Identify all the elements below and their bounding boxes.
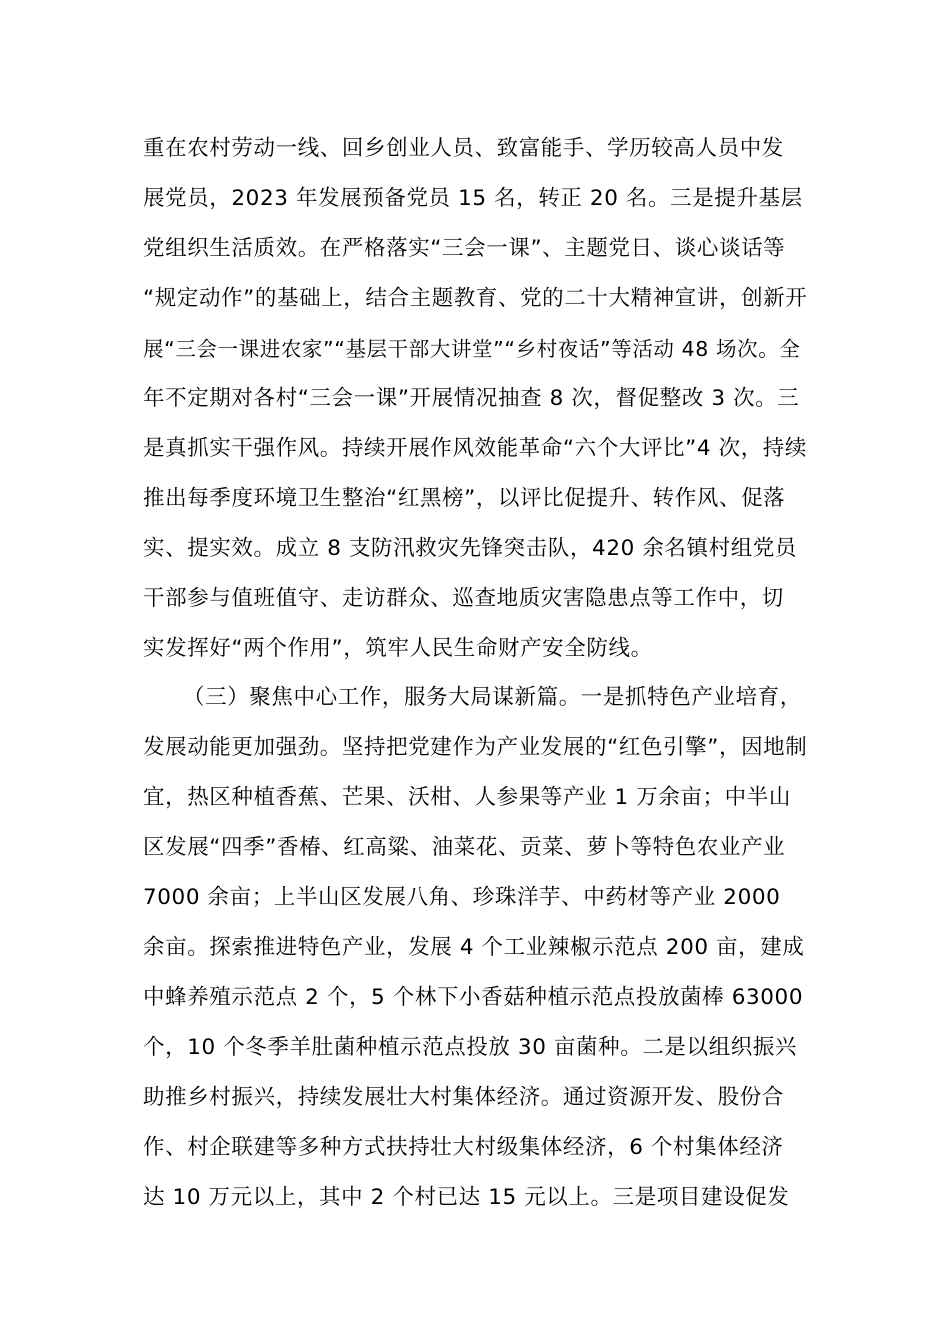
text-line: 助推乡村振兴，持续发展壮大村集体经济。通过资源开发、股份合 — [143, 1085, 784, 1110]
text-line: 推出每季度环境卫生整治“红黑榜”，以评比促提升、转作风、促落 — [143, 486, 786, 511]
text-line: 展党员，2023 年发展预备党员 15 名，转正 20 名。三是提升基层 — [143, 186, 803, 211]
text-line: 年不定期对各村“三会一课”开展情况抽查 8 次，督促整改 3 次。三 — [143, 386, 800, 411]
text-line: 宜，热区种植香蕉、芒果、沃柑、人参果等产业 1 万余亩；中半山 — [143, 785, 791, 810]
text-line: 发展动能更加强劲。坚持把党建作为产业发展的“红色引擎”，因地制 — [143, 735, 808, 760]
text-line: 实发挥好“两个作用”，筑牢人民生命财产安全防线。 — [143, 636, 653, 661]
text-line: 作、村企联建等多种方式扶持壮大村级集体经济，6 个村集体经济 — [143, 1135, 784, 1160]
text-line: 达 10 万元以上，其中 2 个村已达 15 元以上。三是项目建设促发 — [143, 1185, 790, 1210]
text-line: 重在农村劳动一线、回乡创业人员、致富能手、学历较高人员中发 — [143, 136, 784, 161]
section-heading-line: （三）聚焦中心工作，服务大局谋新篇。一是抓特色产业培育， — [183, 685, 802, 710]
text-line: 干部参与值班值守、走访群众、巡查地质灾害隐患点等工作中，切 — [143, 586, 784, 611]
text-line: 实、提实效。成立 8 支防汛救灾先锋突击队，420 余名镇村组党员 — [143, 536, 798, 561]
text-line: 中蜂养殖示范点 2 个，5 个林下小香菇种植示范点投放菌棒 63000 — [143, 985, 804, 1010]
text-line: 区发展“四季”香椿、红高粱、油菜花、贡菜、萝卜等特色农业产业 — [143, 835, 786, 860]
text-line: “规定动作”的基础上，结合主题教育、党的二十大精神宣讲，创新开 — [143, 286, 808, 311]
text-line: 是真抓实干强作风。持续开展作风效能革命“六个大评比”4 次，持续 — [143, 436, 807, 461]
text-line: 余亩。探索推进特色产业，发展 4 个工业辣椒示范点 200 亩，建成 — [143, 935, 805, 960]
text-line: 党组织生活质效。在严格落实“三会一课”、主题党日、谈心谈话等 — [143, 236, 786, 261]
text-line: 个，10 个冬季羊肚菌种植示范点投放 30 亩菌种。二是以组织振兴 — [143, 1035, 798, 1060]
text-line: 7000 余亩；上半山区发展八角、珍珠洋芋、中药材等产业 2000 — [143, 885, 781, 910]
text-line: 展“三会一课进农家”“基层干部大讲堂”“乡村夜话”等活动 48 场次。全 — [143, 337, 801, 361]
